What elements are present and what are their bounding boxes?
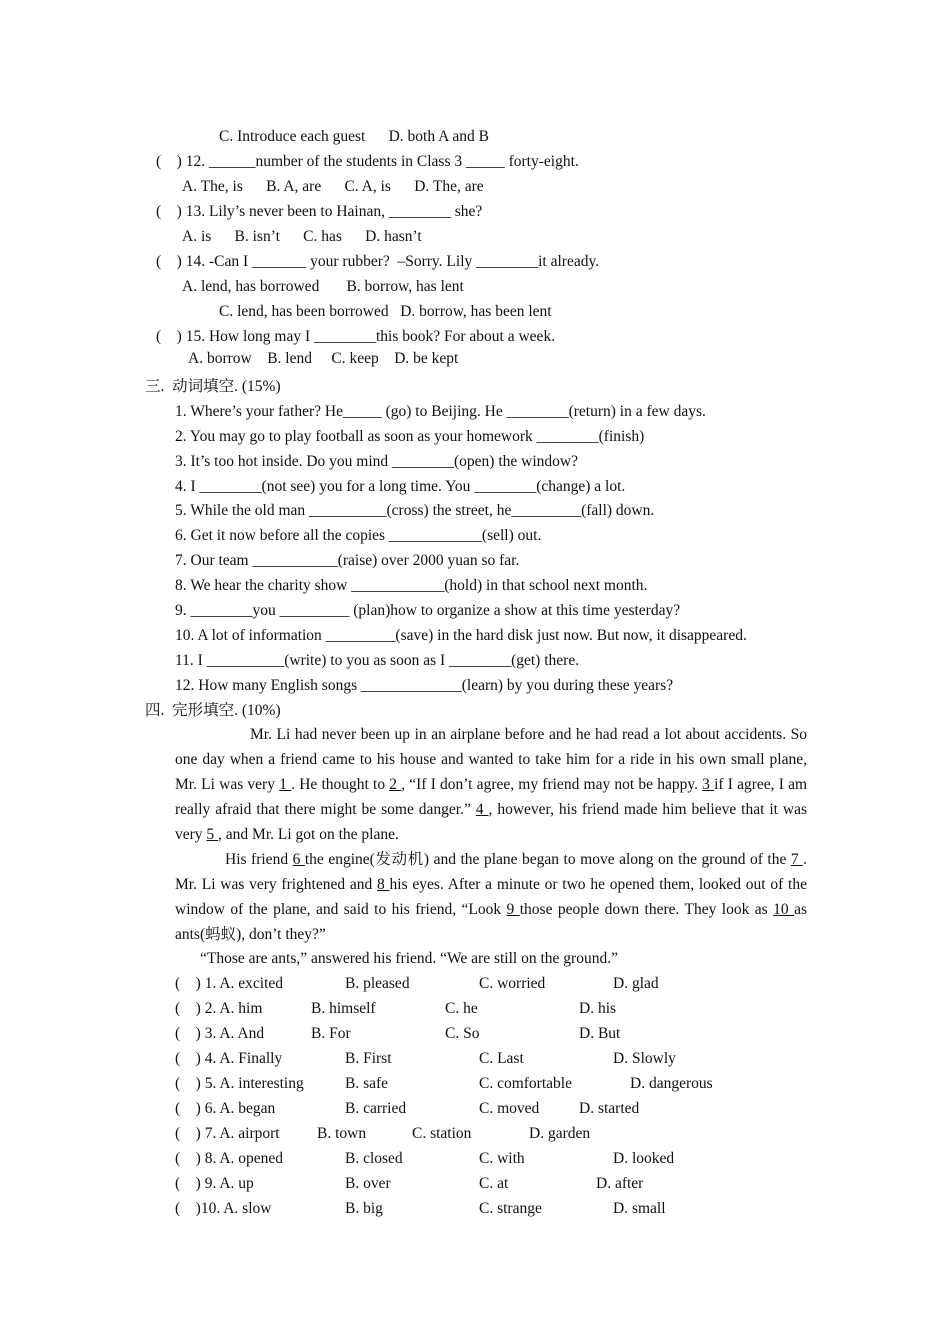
option-b: B. big	[345, 1200, 383, 1217]
cloze-blank-5: 5	[206, 826, 219, 843]
option-c: C. station	[412, 1125, 472, 1142]
cloze-blank-10: 10	[773, 901, 795, 918]
option-c: C. moved	[479, 1100, 540, 1117]
verb-item-6: 6. Get it now before all the copies ____________(sell) out.	[175, 527, 542, 544]
mc-question-14: ( ) 14. -Can I _______ your rubber? –Sorry. Lily ________it already.	[156, 253, 600, 270]
verb-item-3: 3. It’s too hot inside. Do you mind ________(open) the window?	[175, 453, 578, 470]
option-c: C. So	[445, 1025, 480, 1042]
question-num-a: ( ) 4. A. Finally	[175, 1050, 283, 1067]
option-b: B. First	[345, 1050, 392, 1067]
verb-item-5: 5. While the old man __________(cross) the street, he_________(fall) down.	[175, 502, 655, 519]
verb-item-1: 1. Where’s your father? He_____ (go) to Beijing. He ________(return) in a few days.	[175, 403, 706, 420]
cloze-text: Mr. Li had never been up in an airplane before and he had read a lot about accidents. So one day when a friend came to his house and wanted to take him for a ride in his own small plane, Mr. Li was very	[175, 726, 807, 793]
cloze-text: , however, his friend made him believe that it was very	[175, 801, 808, 843]
cloze-blank-4: 4	[475, 801, 489, 818]
option-c: C. comfortable	[479, 1075, 572, 1092]
verb-item-12: 12. How many English songs _____________(learn) by you during these years?	[175, 677, 674, 694]
option-b: B. town	[317, 1125, 367, 1142]
mc-question-15: ( ) 15. How long may I ________this book? For about a week.	[156, 328, 556, 345]
verb-item-2: 2. You may go to play football as soon as your homework ________(finish)	[175, 428, 645, 445]
verb-item-9: 9. ________you _________ (plan)how to organize a show at this time yesterday?	[175, 602, 681, 619]
mc-options-14-cd: C. lend, has been borrowed D. borrow, has been lent	[219, 303, 552, 320]
cloze-text: the engine(发动机) and the plane began to move along on the ground of the	[304, 851, 791, 868]
cloze-paragraph-3: “Those are ants,” answered his friend. “We are still on the ground.”	[200, 950, 618, 967]
section-4-title: 四. 完形填空. (10%)	[145, 702, 281, 719]
verb-item-10: 10. A lot of information _________(save) in the hard disk just now. But now, it disappeared.	[175, 627, 747, 644]
option-d: D. dangerous	[630, 1075, 713, 1092]
option-c: C. Last	[479, 1050, 524, 1067]
option-d: D. small	[613, 1200, 666, 1217]
mc-options-13: A. is B. isn’t C. has D. hasn’t	[182, 228, 422, 245]
mc-options-15: A. borrow B. lend C. keep D. be kept	[188, 350, 459, 367]
mc-line-1: C. Introduce each guest D. both A and B	[219, 128, 489, 145]
question-num-a: ( ) 5. A. interesting	[175, 1075, 304, 1092]
question-num-a: ( )10. A. slow	[175, 1200, 272, 1217]
question-num-a: ( ) 7. A. airport	[175, 1125, 280, 1142]
cloze-paragraph-2	[175, 847, 807, 947]
mc-question-13: ( ) 13. Lily’s never been to Hainan, ________ she?	[156, 203, 483, 220]
option-b: B. over	[345, 1175, 391, 1192]
cloze-blank-8: 8	[377, 876, 390, 893]
option-d: D. glad	[613, 975, 659, 992]
verb-item-8: 8. We hear the charity show ____________(hold) in that school next month.	[175, 577, 648, 594]
mc-options-14-ab: A. lend, has borrowed B. borrow, has lent	[182, 278, 464, 295]
cloze-paragraph-1	[175, 722, 807, 847]
cloze-blank-3: 3	[702, 776, 715, 793]
option-d: D. garden	[529, 1125, 591, 1142]
option-c: C. with	[479, 1150, 525, 1167]
option-c: C. at	[479, 1175, 509, 1192]
cloze-blank-1: 1	[279, 776, 292, 793]
verb-item-4: 4. I ________(not see) you for a long time. You ________(change) a lot.	[175, 478, 626, 495]
cloze-text: His friend	[225, 851, 293, 868]
verb-item-7: 7. Our team ___________(raise) over 2000 yuan so far.	[175, 552, 520, 569]
option-b: B. closed	[345, 1150, 403, 1167]
cloze-blank-7: 7	[790, 851, 804, 868]
option-b: B. For	[311, 1025, 351, 1042]
question-num-a: ( ) 3. A. And	[175, 1025, 265, 1042]
option-d: D. after	[596, 1175, 644, 1192]
verb-item-11: 11. I __________(write) to you as soon as I ________(get) there.	[175, 652, 580, 669]
cloze-blank-9: 9	[506, 901, 520, 918]
mc-question-12: ( ) 12. ______number of the students in Class 3 _____ forty-eight.	[156, 153, 579, 170]
cloze-text: as ants(蚂蚁), don’t they?”	[175, 901, 807, 943]
option-c: C. worried	[479, 975, 546, 992]
question-num-a: ( ) 6. A. began	[175, 1100, 276, 1117]
option-c: C. he	[445, 1000, 478, 1017]
option-c: C. strange	[479, 1200, 542, 1217]
cloze-text: , and Mr. Li got on the plane.	[218, 826, 399, 843]
option-b: B. carried	[345, 1100, 407, 1117]
option-d: D. started	[579, 1100, 640, 1117]
cloze-text: those people down there. They look as	[519, 901, 774, 918]
option-d: D. Slowly	[613, 1050, 676, 1067]
question-num-a: ( ) 2. A. him	[175, 1000, 263, 1017]
question-num-a: ( ) 1. A. excited	[175, 975, 284, 992]
cloze-text: , “If I don’t agree, my friend may not be happy.	[401, 776, 703, 793]
cloze-text: his eyes. After a minute or two he opened them, looked out of the window of the plane, and said to his friend, “Look	[175, 876, 807, 918]
option-b: B. himself	[311, 1000, 376, 1017]
option-b: B. safe	[345, 1075, 389, 1092]
cloze-blank-6: 6	[292, 851, 305, 868]
mc-options-12: A. The, is B. A, are C. A, is D. The, are	[182, 178, 484, 195]
question-num-a: ( ) 9. A. up	[175, 1175, 254, 1192]
question-num-a: ( ) 8. A. opened	[175, 1150, 284, 1167]
cloze-text: if I agree, I am really afraid that there might be some danger.”	[175, 776, 808, 818]
cloze-text: . Mr. Li was very frightened and	[175, 851, 808, 893]
cloze-text: . He thought to	[291, 776, 390, 793]
option-d: D. But	[579, 1025, 621, 1042]
option-d: D. looked	[613, 1150, 675, 1167]
cloze-blank-2: 2	[389, 776, 402, 793]
option-b: B. pleased	[345, 975, 410, 992]
option-d: D. his	[579, 1000, 617, 1017]
section-3-title: 三. 动词填空. (15%)	[145, 378, 281, 395]
